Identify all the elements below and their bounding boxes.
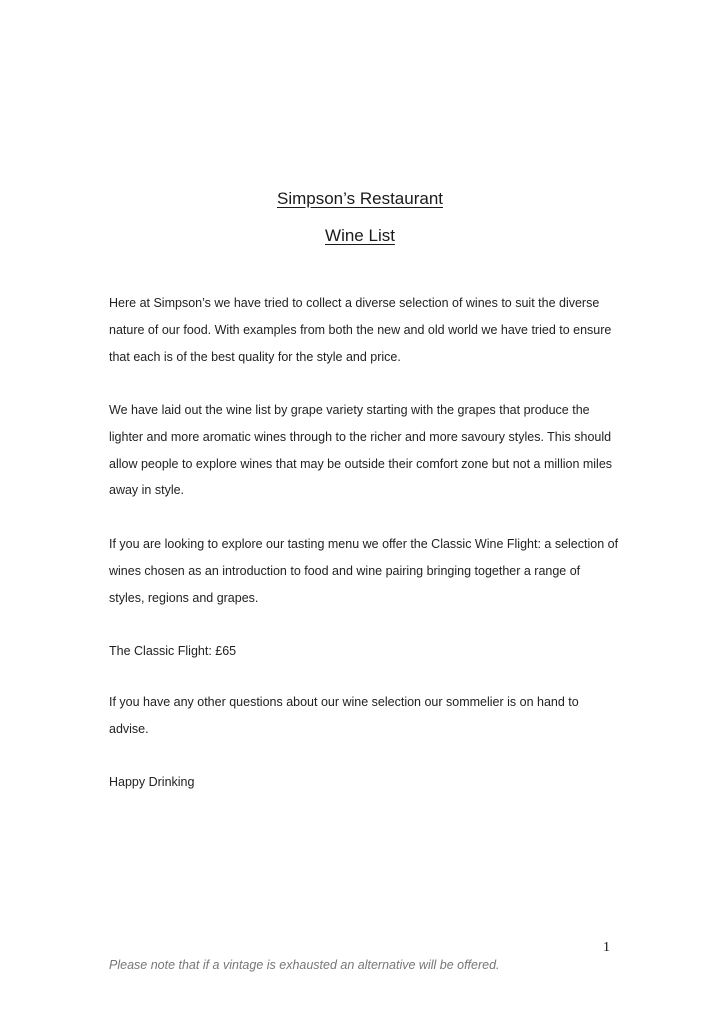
restaurant-title: Simpson’s Restaurant — [277, 189, 443, 208]
sign-off: Happy Drinking — [109, 775, 195, 789]
tasting-menu-paragraph: If you are looking to explore our tasting menu we offer the Classic Wine Flight: a selection of wines chosen as an introduction to food and wine pairing bringing together a range of styles, regions and grapes. — [109, 537, 619, 605]
page-number: 1 — [603, 940, 610, 955]
classic-flight-price: The Classic Flight: £65 — [109, 644, 237, 658]
wine-list-heading: Wine List — [325, 226, 395, 245]
layout-paragraph: We have laid out the wine list by grape variety starting with the grapes that produce the lighter and more aromatic wines through to the richer and more savoury styles. This should allow people to explore wines that may be outside their comfort zone but not a million miles away in style. — [109, 403, 613, 498]
sommelier-paragraph: If you have any other questions about our wine selection our sommelier is on hand to advise. — [109, 695, 579, 736]
vintage-footnote: Please note that if a vintage is exhausted an alternative will be offered. — [109, 958, 500, 972]
intro-paragraph: Here at Simpson’s we have tried to collect a diverse selection of wines to suit the diverse nature of our food. With examples from both the new and old world we have tried to ensure that each is of the best quality for the style and price. — [109, 296, 612, 364]
